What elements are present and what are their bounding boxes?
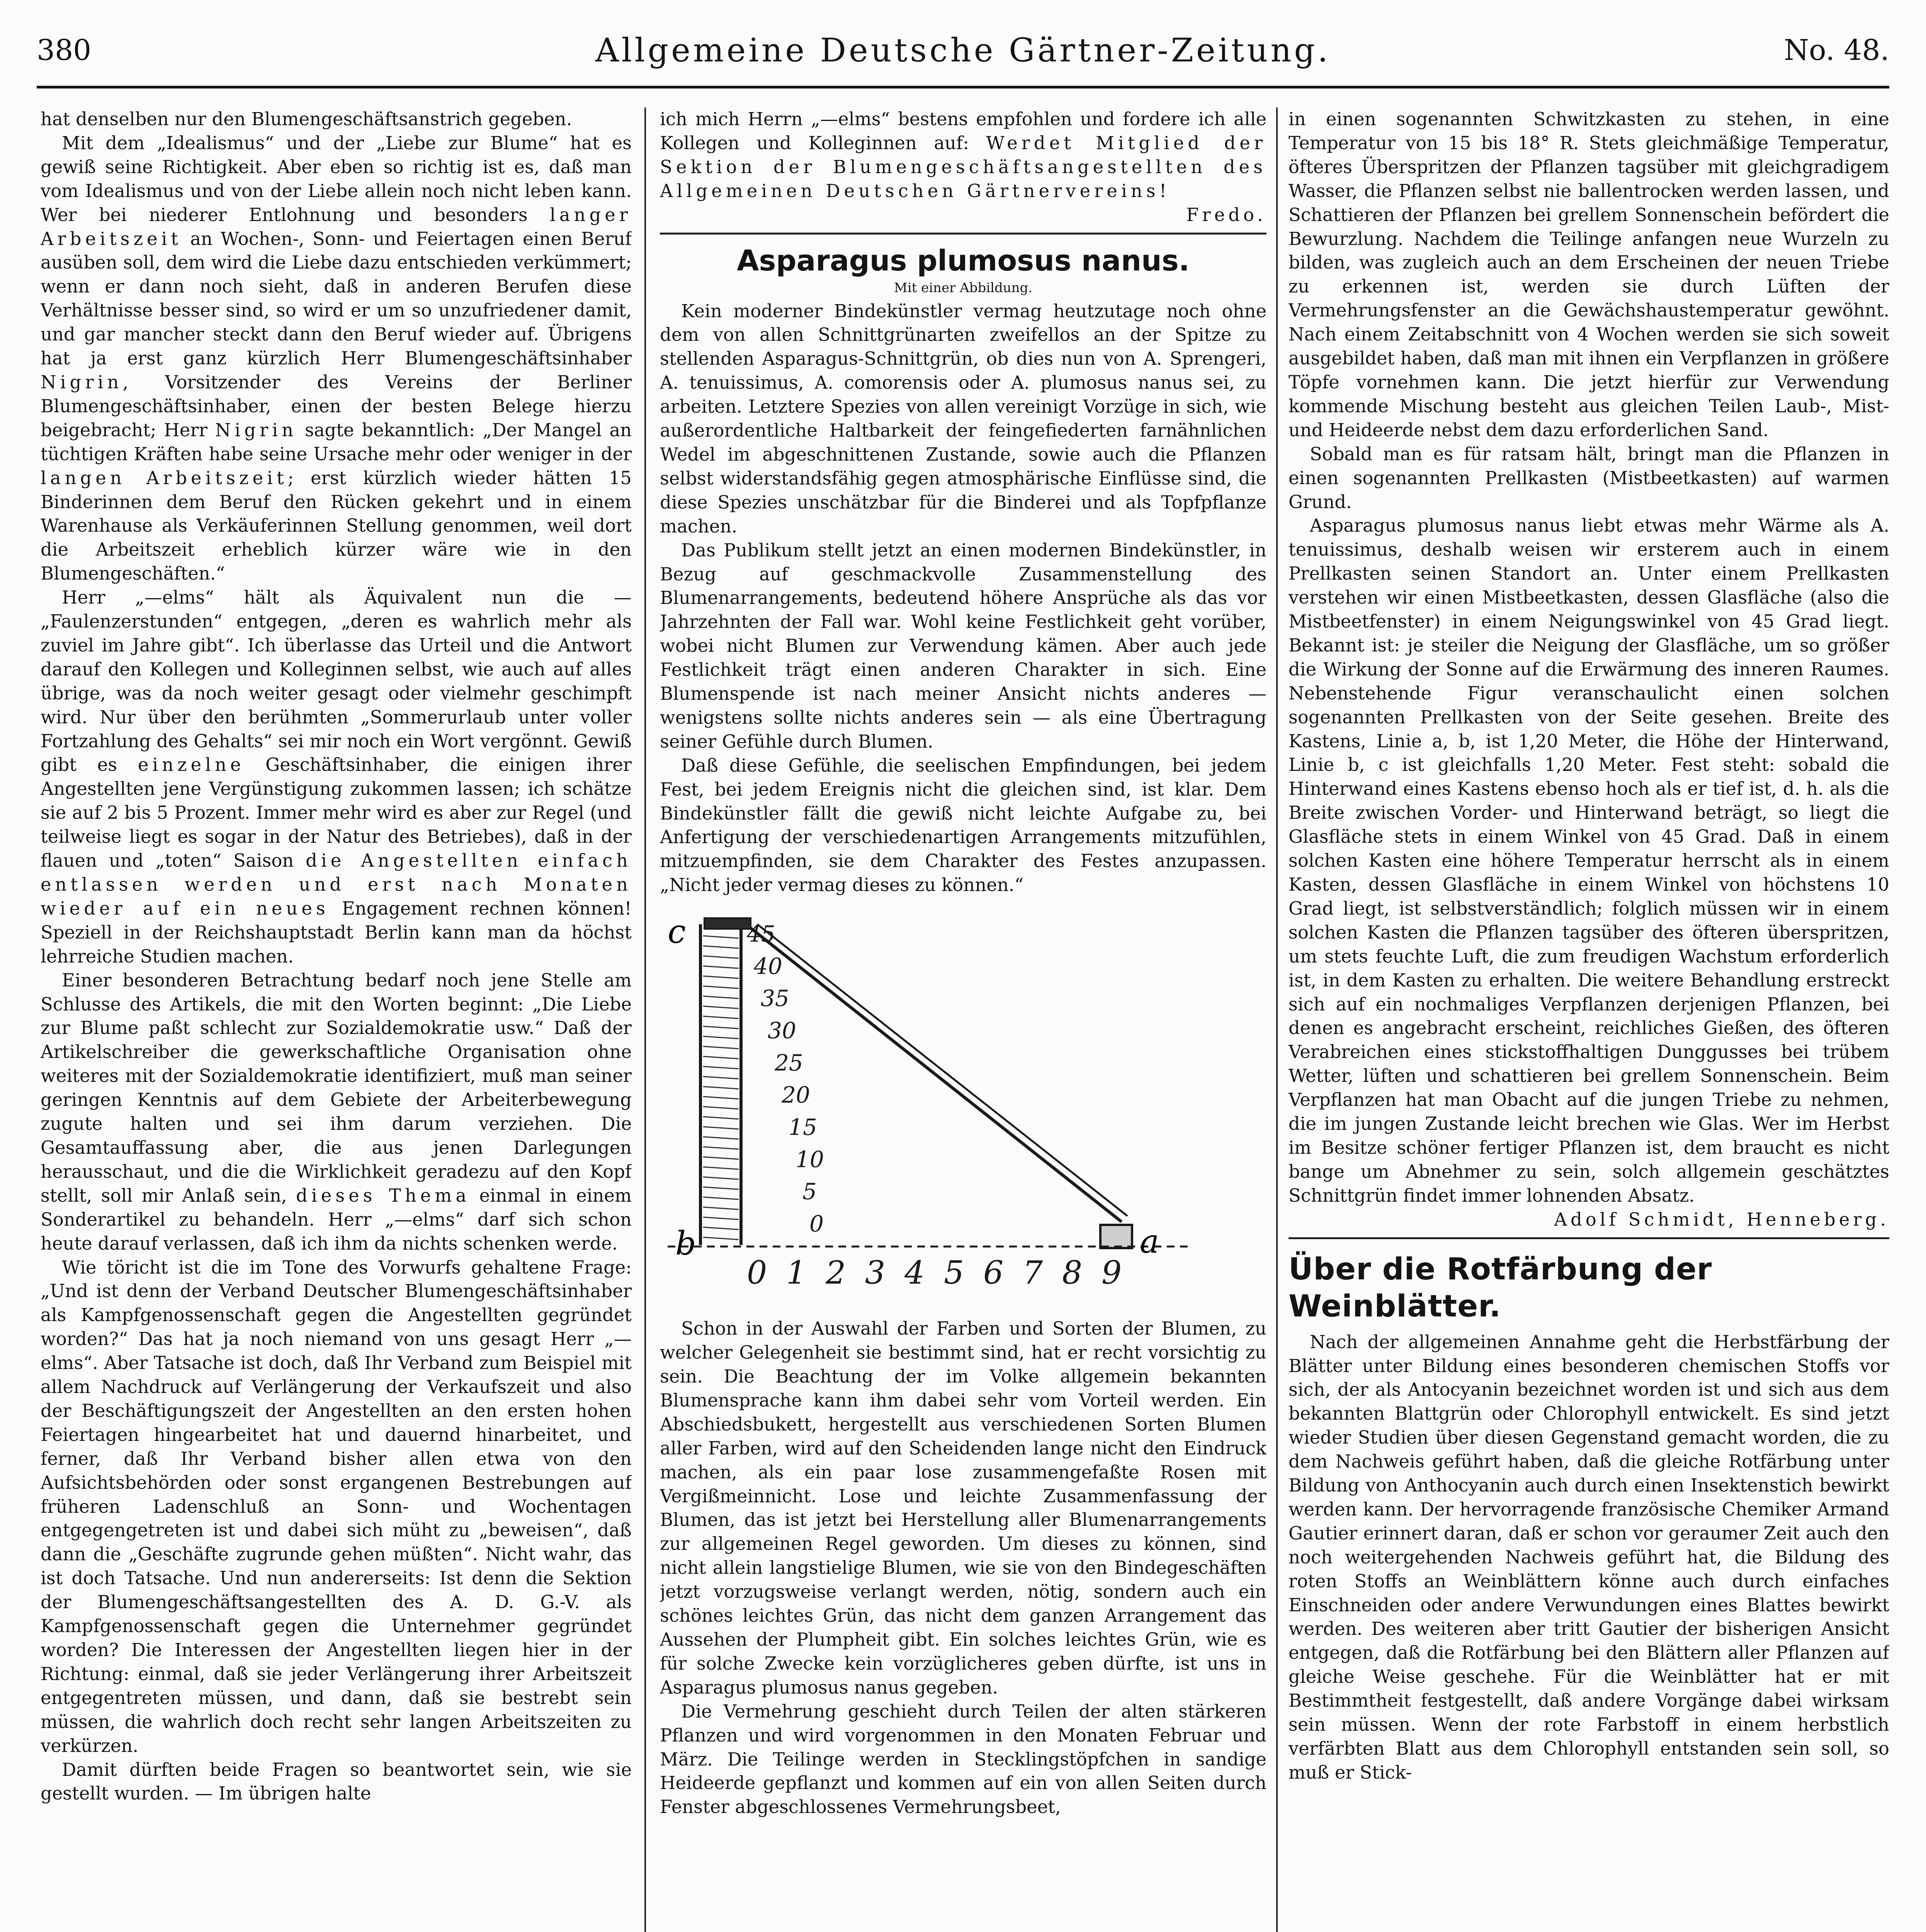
- issue-number: No. 48.: [1784, 34, 1889, 67]
- scale-tick-label: 40: [754, 953, 782, 980]
- wall-hatch-line: [703, 1036, 739, 1039]
- wall-hatch-line: [703, 1187, 739, 1189]
- signature: Adolf Schmidt, Henneberg.: [1554, 1209, 1889, 1230]
- base-tick-label: 4: [904, 1255, 925, 1292]
- wall-hatch-line: [703, 946, 739, 948]
- header-rule: [37, 86, 1889, 88]
- paragraph: ich mich Herrn „—elms“ bestens empfohlen und fordere ich alle Kollegen und Kolleginnen auf: Werdet Mitglied der Sektion der Blumengeschäftsangestellten des Allgemeinen Deutschen Gärtnervereins!: [660, 109, 1266, 201]
- base-tick-label: 7: [1023, 1255, 1043, 1292]
- scale-tick-label: 30: [768, 1017, 796, 1044]
- scale-tick-label: 45: [747, 921, 775, 947]
- article-subtitle: Mit einer Abbildung.: [894, 280, 1033, 296]
- wall-hatch-line: [703, 1016, 739, 1019]
- base-tick-label: 1: [786, 1255, 807, 1292]
- wall-hatch-line: [703, 1137, 739, 1139]
- spaced-emphasis: einzelne: [138, 754, 245, 776]
- wall-hatch-line: [703, 1066, 739, 1069]
- paragraph: in einen sogenannten Schwitzkasten zu stehen, in eine Temperatur von 15 bis 18° R. Stets gleichmäßige Temperatur, öfteres Überspritzen der Pflanzen tagsüber mit gleichgradigem Wasser, die Pflanzen selbst nie ballentrocken werden lassen, und Schattieren der Pflanzen bei grellem Sonnenschein befördert die Bewurzlung. Nachdem die Teilinge anfangen neue Wurzeln zu bilden, was zugleich auch an dem Erscheinen der neuen Triebe zu erkennen ist, werden sie durch Lüften der Vermehrungsfenster an die Gewächshaustemperatur gewöhnt. Nach einem Zeitabschnitt von 4 Wochen werden sie sich soweit ausgebildet haben, daß man mit ihnen ein Verpflanzen in größere Töpfe vornehmen kann. Die jetzt hierfür zur Verwendung kommende Mischung besteht aus gleichen Teilen Laub-, Mist- und Heideerde nebst dem dazu erforderlichen Sand.: [1289, 109, 1889, 440]
- page-number: 380: [37, 34, 92, 67]
- article-title: Asparagus plumosus nanus.: [737, 244, 1190, 277]
- wall-hatch-line: [703, 1127, 739, 1129]
- wall-hatch-line: [703, 1046, 739, 1049]
- wall-hatch-line: [703, 1147, 739, 1149]
- wall-hatch-line: [703, 1217, 739, 1219]
- paragraph: Nach der allgemeinen Annahme geht die Herbstfärbung der Blätter unter Bildung eines besonderen chemischen Stoffs vor sich, der als Antocyanin bezeichnet worden ist und sich aus dem bekannten Blattgrün oder Chlorophyll entwickelt. Es sind jetzt wieder Studien über diesen Gegenstand gemacht worden, die zu dem Nachweis geführt haben, daß die gleiche Rotfärbung unter Bildung von Anthocyanin auch durch einen Insektenstich bewirkt werden kann. Der hervorragende französische Chemiker Armand Gautier erinnert daran, daß er schon vor geraumer Zeit auch den noch weitergehenden Nachweis geführt hat, die Bildung des roten Stoffs an Weinblättern könne auch durch einfaches Einschneiden oder andere Verwundungen eines Blattes bewirkt werden. Des weiteren aber tritt Gautier der bisherigen Ansicht entgegen, daß die Rotfärbung bei den Blättern aller Pflanzen auf gleiche Weise geschehe. Für die Weinblätter hat er mit Bestimmtheit festgestellt, daß andere Vorgänge dabei wirksam sein müssen. Wenn der rote Farbstoff in einem herbstlich verfärbten Blatt aus dem Chlorophyll entstanden sein soll, so muß er Stick-: [1289, 1331, 1889, 1783]
- wall-hatch-line: [703, 936, 739, 938]
- column-1: [41, 107, 632, 1932]
- scale-tick-label: 10: [796, 1146, 824, 1173]
- paragraph: Herr „—elms“ hält als Äquivalent nun die — „Faulenzerstunden“ entgegen, „deren es wahrlich mehr als zuviel im Jahre gibt“. Ich überlasse das Urteil und die Antwort darauf den Kollegen und Kolleginnen selbst, wie auch auf alles übrige, was da noch weiter gesagt oder vielmehr geschimpft wird. Nur über den berühmten „Sommerurlaub unter voller Fortzahlung des Gehalts“ sei mir noch ein Wort vergönnt. Gewiß gibt es einzelne Geschäftsinhaber, die einigen ihrer Angestellten jene Vergünstigung zukommen lassen; ich schätze sie auf 2 bis 5 Prozent. Immer mehr wird es aber zur Regel (und teilweise liegt es sogar in der Natur des Betriebes), daß in der flauen und „toten“ Saison die Angestellten einfach entlassen werden und erst nach Monaten wieder auf ein neues Engagement rechnen können! Speziell in der Reichshauptstadt Berlin kann man da höchst lehrreiche Studien machen.: [41, 587, 632, 967]
- paragraph: Die Vermehrung geschieht durch Teilen der alten stärkeren Pflanzen und wird vorgenommen in den Monaten Februar und März. Die Teilinge werden in Stecklingstöpfchen in sandige Heideerde gepflanzt und kommen auf ein von allen Seiten durch Fenster abgeschlossenes Vermehrungsbeet,: [660, 1701, 1266, 1818]
- base-tick-label: 6: [983, 1255, 1004, 1292]
- base-tick-label: 8: [1062, 1255, 1083, 1292]
- wall-hatch-line: [703, 976, 739, 978]
- newspaper-title: Allgemeine Deutsche Gärtner-Zeitung.: [595, 31, 1331, 69]
- wall-hatch-line: [703, 986, 739, 988]
- spaced-emphasis: Nigrin: [41, 371, 123, 393]
- corner-label-a: a: [1140, 1223, 1159, 1261]
- paragraph: Das Publikum stellt jetzt an einen modernen Bindekünstler, in Bezug auf geschmackvolle Zusammenstellung des Blumenarrangements, bedeutend höhere Ansprüche als das vor Jahrzehnten der Fall war. Wohl keine Festlichkeit geht vorüber, wobei nicht Blumen zur Verwendung kämen. Aber auch jede Festlichkeit trägt einen anderen Charakter in sich. Eine Blumenspende ist nach meiner Ansicht nichts anderes — wenigstens sollte nichts anderes sein — als eine Übertragung seiner Gefühle durch Blumen.: [660, 539, 1266, 752]
- paragraph: Kein moderner Bindekünstler vermag heutzutage noch ohne dem von allen Schnittgrünarten zweifellos an der Spitze zu stellenden Asparagus-Schnittgrün, ob dies nun von A. Sprengeri, A. tenuissimus, A. comorensis oder A. plumosus nanus sei, zu arbeiten. Letztere Spezies von allen vereinigt Vorzüge in sich, wie außerordentliche Haltbarkeit der feingefiederten farnähnlichen Wedel im abgeschnittenen Zustande, sowie auch die Pflanzen selbst widerstandsfähig gegen atmosphärische Einflüsse sind, die diese Spezies unschätzbar für die Binderei und als Topfpflanze machen.: [660, 300, 1266, 537]
- wall-hatch-line: [703, 1157, 739, 1159]
- column-3: [1289, 107, 1889, 1932]
- paragraph: Sobald man es für ratsam hält, bringt man die Pflanzen in einen sogenannten Prellkasten (Mistbeetkasten) auf warmen Grund.: [1289, 443, 1889, 512]
- wall-hatch-line: [703, 1237, 739, 1240]
- spaced-emphasis: Werdet Mitglied der Sektion der Blumengeschäftsangestellten des Allgemeinen Deutschen Gärtnervereins!: [660, 132, 1266, 201]
- glass-pane-line: [751, 928, 1122, 1222]
- prellkasten-diagram: [668, 913, 1193, 1299]
- base-tick-label: 0: [747, 1255, 767, 1292]
- article-title: Über die Rotfärbung der Weinblätter.: [1289, 1252, 1712, 1324]
- scale-tick-label: 5: [802, 1178, 817, 1205]
- column-divider: [644, 107, 646, 1932]
- page-header: [37, 27, 1889, 81]
- paragraph: Schon in der Auswahl der Farben und Sorten der Blumen, zu welcher Gelegenheit sie bestimmt sind, hat er recht vorsichtig zu sein. Die Beachtung der im Volke allgemein bekannten Blumensprache kann ihm dabei sehr vom Vorteil werden. Ein Abschiedsbukett, hergestellt aus verschiedenen Sorten Blumen aller Farben, wird auf den Scheidenden lange nicht den Eindruck machen, als ein paar lose zusammengefaßte Rosen mit Vergißmeinnicht. Lose und leichte Zusammenfassung der Blumen, das ist jetzt bei Herstellung aller Blumenarrangements zur allgemeinen Regel geworden. Um dieses zu können, sind nicht allein langstielige Blumen, wie sie von den Bindegeschäften jetzt vorzugsweise verlangt werden, nötig, sondern auch ein schönes leichtes Grün, das nicht dem ganzen Arrangement das Aussehen der Plumpheit gibt. Ein solches leichtes Grün, wie es für solche Zwecke kein vorzüglicheres geben dürfte, ist uns in Asparagus plumosus nanus gegeben.: [660, 1318, 1266, 1698]
- paragraph: Einer besonderen Betrachtung bedarf noch jene Stelle am Schlusse des Artikels, die mit den Worten beginnt: „Die Liebe zur Blume paßt schlecht zur Sozialdemokratie usw.“ Daß der Artikelschreiber die gewerkschaftliche Organisation ohne weiteres mit der Sozialdemokratie identifiziert, muß man seiner geringen Kenntnis auf dem Gebiete der Arbeiterbewegung zugute halten und sei ihm darum verziehen. Die Gesamtauffassung aber, die aus jenen Darlegungen herausschaut, und die die Wirklichkeit geradezu auf den Kopf stellt, soll mir Anlaß sein, dieses Thema einmal in einem Sonderartikel zu behandeln. Herr „—elms“ darf sich schon heute darauf verlassen, daß ich ihm da nichts schenken werde.: [41, 969, 632, 1254]
- article-end-rule: [660, 233, 1266, 235]
- scale-tick-label: 20: [782, 1082, 810, 1108]
- front-wall: [1100, 1225, 1132, 1248]
- wall-hatch-line: [703, 1177, 739, 1179]
- scale-tick-label: 0: [809, 1211, 824, 1237]
- column-divider: [1276, 107, 1278, 1932]
- spaced-emphasis: Nigrin: [215, 419, 297, 440]
- scale-tick-label: 15: [789, 1114, 817, 1141]
- article-end-rule: [1289, 1237, 1889, 1239]
- paragraph: Daß diese Gefühle, die seelischen Empfindungen, bei jedem Fest, bei jedem Ereignis nicht die gleichen sind, ist klar. Dem Bindekünstler fällt die gewiß nicht leichte Aufgabe zu, bei Anfertigung der verschiedenartigen Arrangements mitzufühlen, mitzuempfinden, sie dem Charakter des Festes anzupassen. „Nicht jeder vermag dieses zu können.“: [660, 755, 1266, 896]
- base-tick-label: 5: [944, 1255, 964, 1292]
- corner-label-c: c: [668, 913, 686, 951]
- wall-hatch-line: [703, 1207, 739, 1209]
- wall-hatch-line: [703, 1006, 739, 1009]
- spaced-emphasis: dieses Thema: [296, 1185, 471, 1206]
- paragraph: Mit dem „Idealismus“ und der „Liebe zur Blume“ hat es gewiß seine Richtigkeit. Aber eben so richtig ist es, daß man vom Idealismus und von der Liebe allein noch nicht leben kann. Wer bei niederer Entlohnung und besonders langer Arbeitszeit an Wochen-, Sonn- und Feiertagen einen Beruf ausüben soll, dem wird die Liebe dazu entschieden verkümmert; wenn er dann noch sieht, daß in anderen Berufen diese Verhältnisse besser sind, so wird er um so unzufriedener damit, und gar mancher steckt dann den Beruf wieder auf. Übrigens hat ja erst ganz kürzlich Herr Blumengeschäftsinhaber Nigrin, Vorsitzender des Vereins der Berliner Blumengeschäftsinhaber, einen der besten Belege hierzu beigebracht; Herr Nigrin sagte bekanntlich: „Der Mangel an tüchtigen Kräften habe seine Ursache mehr oder weniger in der langen Arbeitszeit; erst kürzlich wieder hätten 15 Binderinnen dem Beruf den Rücken gekehrt und in einem Warenhause als Verkäuferinnen Stellung genommen, weil dort die Arbeitszeit erheblich kürzer wäre wie in den Blumengeschäften.“: [41, 132, 632, 584]
- wall-hatch-line: [703, 1197, 739, 1199]
- corner-label-b: b: [675, 1225, 696, 1263]
- paragraph: Damit dürften beide Fragen so beantwortet sein, wie sie gestellt wurden. — Im übrigen halte: [41, 1759, 632, 1804]
- column-2: [660, 107, 1266, 1932]
- wall-hatch-line: [703, 1227, 739, 1230]
- wall-hatch-line: [703, 996, 739, 998]
- wall-hatch-line: [703, 1167, 739, 1169]
- wall-hatch-line: [703, 966, 739, 968]
- wall-hatch-line: [703, 1117, 739, 1119]
- base-tick-label: 2: [826, 1255, 846, 1292]
- wall-hatch-line: [703, 1026, 739, 1029]
- wall-hatch-line: [703, 1087, 739, 1089]
- paragraph: hat denselben nur den Blumengeschäftsanstrich gegeben.: [41, 109, 572, 129]
- wall-hatch-line: [703, 1107, 739, 1109]
- scale-tick-label: 25: [775, 1049, 803, 1076]
- spaced-emphasis: langen Arbeitszeit: [41, 467, 288, 488]
- spaced-emphasis: die Angestellten einfach entlassen werden und erst nach Monaten wieder auf ein neues: [41, 850, 632, 919]
- spaced-emphasis: langer Arbeitszeit: [41, 204, 632, 249]
- back-wall-top: [704, 918, 751, 929]
- paragraph: Wie töricht ist die im Tone des Vorwurfs gehaltene Frage: „Und ist denn der Verband Deutscher Blumengeschäftsinhaber als Kampfgenossenschaft gegen die Angestellten gegründet worden?“ Das hat ja noch niemand von uns gesagt Herr „—elms“. Aber Tatsache ist doch, daß Ihr Verband zum Beispiel mit allem Nachdruck auf Verlängerung der Verkaufszeit und also der Beschäftigungszeit der Angestellten an den ersten hohen Feiertagen hingearbeitet hat und dauernd hinarbeitet, und ferner, daß Ihr Verband bisher allen etwa von den Aufsichtsbehörden oder sonst ergangenen Bestrebungen auf früheren Ladenschluß an Sonn- und Wochentagen entgegengetreten ist und dabei sich müht zu „beweisen“, daß dann die „Geschäfte zugrunde gehen müßten“. Nicht wahr, das ist doch Tatsache. Und nun andererseits: Ist denn die Sektion der Blumengeschäftsangestellten des A. D. G.-V. als Kampfgenossenschaft gegen die Unternehmer gegründet worden? Die Interessen der Angestellten liegen hier in der Richtung: einmal, daß sie jeder Verlängerung ihrer Arbeitszeit entgegentreten müssen, und dann, daß sie bestrebt sein müssen, die wahrlich doch recht sehr langen Arbeitszeiten zu verkürzen.: [41, 1257, 632, 1756]
- scale-tick-label: 35: [761, 985, 789, 1012]
- base-tick-label: 3: [865, 1255, 886, 1292]
- wall-hatch-line: [703, 956, 739, 958]
- base-tick-label: 9: [1102, 1255, 1122, 1292]
- wall-hatch-line: [703, 1056, 739, 1059]
- wall-hatch-line: [703, 1077, 739, 1079]
- wall-hatch-line: [703, 1097, 739, 1099]
- paragraph: Asparagus plumosus nanus liebt etwas mehr Wärme als A. tenuissimus, deshalb weisen wir ersterem auch in einem Prellkasten seinen Standort an. Unter einem Prellkasten verstehen wir einen Mistbeetkasten, dessen Glasfläche (also die Mistbeetfenster) in einem Neigungswinkel von 45 Grad liegt. Bekannt ist: je steiler die Neigung der Glasfläche, um so größer die Wirkung der Sonne auf die Erwärmung des inneren Raumes. Nebenstehende Figur veranschaulicht einen solchen sogenannten Prellkasten von der Seite gesehen. Breite des Kastens, Linie a, b, ist 1,20 Meter, die Höhe der Hinterwand, Linie b, c ist gleichfalls 1,20 Meter. Fest steht: sobald die Hinterwand eines Kastens ebenso hoch als er tief ist, d. h. als die Breite zwischen Vorder- und Hinterwand beträgt, so liegt die Glasfläche stets in einem Winkel von 45 Grad. Daß in einem solchen Kasten eine höhere Temperatur herrscht als in einem Kasten, dessen Glasfläche in einem Winkel von höchstens 10 Grad liegt, ist selbstverständlich; folglich müssen wir in einem solchen Kasten die Pflanzen tagsüber des öfteren überspritzen, um stets feuchte Luft, die zum freudigen Wachstum erforderlich ist, in dem Kasten zu erhalten. Die weitere Behandlung erstreckt sich auf ein nochmaliges Verpflanzen derjenigen Pflanzen, bei denen es angebracht erscheint, reichliches Gießen, des öfteren Verabreichen eines stickstoffhaltigen Dunggusses bei trübem Wetter, lüften und schattieren bei grellem Sonnenschein. Beim Verpflanzen hat man Obacht auf die jungen Triebe zu nehmen, die im jungen Zustande leicht brechen wie Glas. Wer im Herbst im Besitze schöner fertiger Pflanzen ist, dem braucht es nicht bange um Abnehmer zu sein, solch allgemein geschätztes Schnittgrün findet immer lohnenden Absatz.: [1289, 515, 1889, 1206]
- signature: Fredo.: [1186, 204, 1266, 225]
